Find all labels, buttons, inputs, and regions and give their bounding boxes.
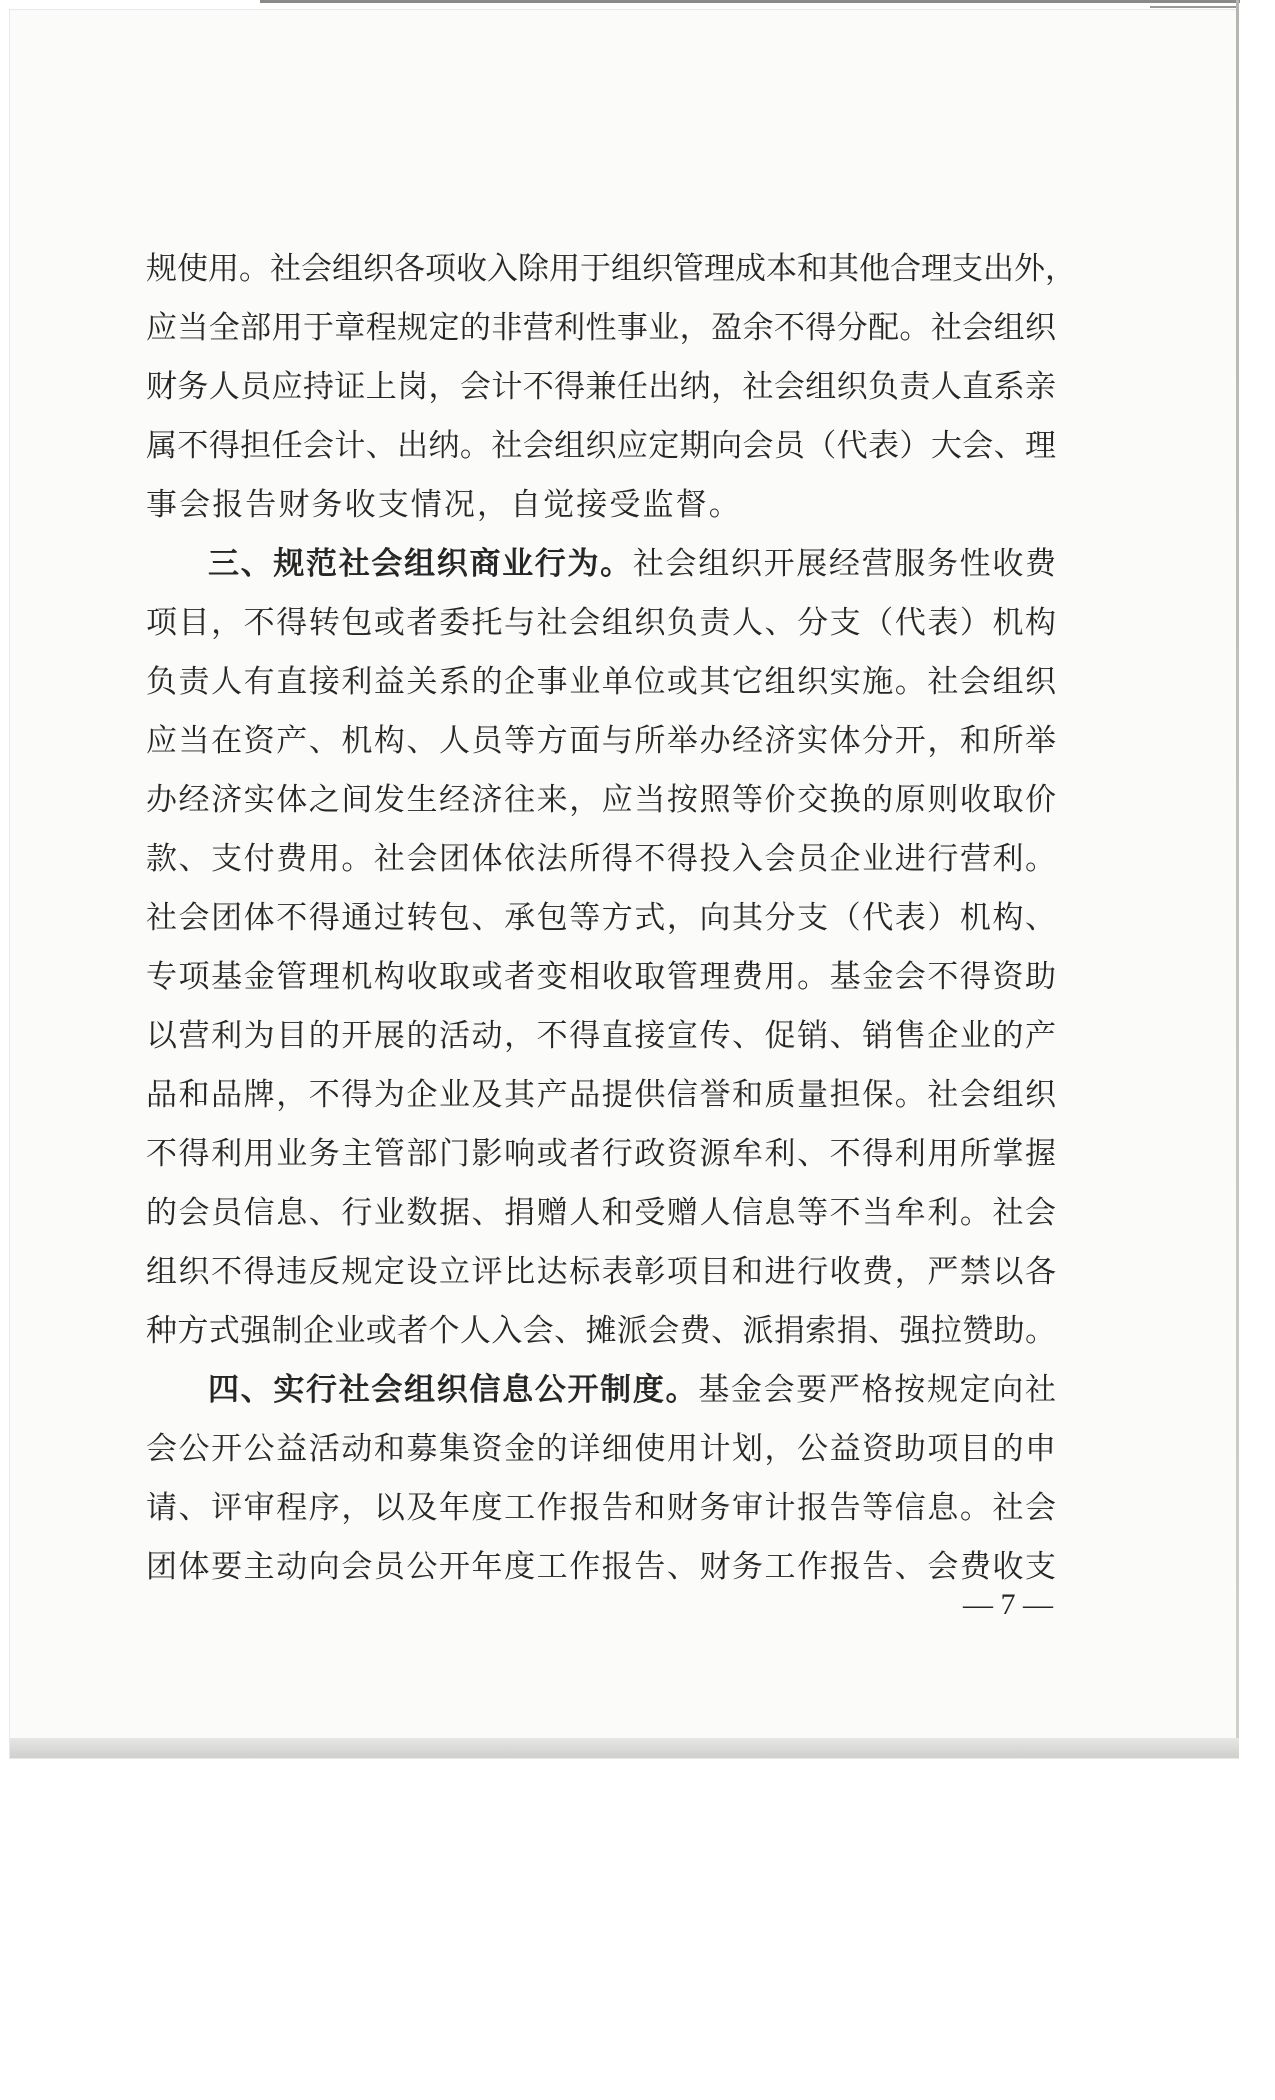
body-line: 项目，不得转包或者委托与社会组织负责人、分支（代表）机构	[146, 605, 1056, 641]
body-line: 会公开公益活动和募集资金的详细使用计划，公益资助项目的申	[146, 1431, 1056, 1467]
body-line: 组织不得违反规定设立评比达标表彰项目和进行收费，严禁以各	[146, 1254, 1056, 1290]
body-line: 财务人员应持证上岗，会计不得兼任出纳，社会组织负责人直系亲	[146, 369, 1056, 405]
body-line: 款、支付费用。社会团体依法所得不得投入会员企业进行营利。	[146, 841, 1056, 877]
scan-edge-bottom	[10, 1738, 1239, 1758]
body-line: 种方式强制企业或者个人入会、摊派会费、派捐索捐、强拉赞助。	[146, 1313, 1056, 1349]
body-line: 专项基金管理机构收取或者变相收取管理费用。基金会不得资助	[146, 959, 1056, 995]
body-text-run: 基金会要严格按规定向社	[698, 1372, 1057, 1408]
body-line: 以营利为目的开展的活动，不得直接宣传、促销、销售企业的产	[146, 1018, 1056, 1054]
body-line: 事会报告财务收支情况，自觉接受监督。	[146, 487, 742, 523]
scan-edge-right	[1236, 0, 1239, 1748]
scan-edge-top	[260, 0, 1240, 3]
body-line: 办经济实体之间发生经济往来，应当按照等价交换的原则收取价	[146, 782, 1056, 818]
page-number: — 7 —	[963, 1588, 1053, 1621]
body-line: 应当在资产、机构、人员等方面与所举办经济实体分开，和所举	[146, 723, 1056, 759]
section-heading-three: 三、规范社会组织商业行为。	[208, 546, 633, 582]
body-line: 请、评审程序，以及年度工作报告和财务审计报告等信息。社会	[146, 1490, 1056, 1526]
document-body	[146, 240, 1076, 1597]
body-line: 品和品牌，不得为企业及其产品提供信誉和质量担保。社会组织	[146, 1077, 1056, 1113]
body-line: 团体要主动向会员公开年度工作报告、财务工作报告、会费收支	[146, 1549, 1056, 1585]
body-line: 不得利用业务主管部门影响或者行政资源牟利、不得利用所掌握	[146, 1136, 1056, 1172]
paragraph-first-line	[146, 535, 1056, 594]
section-heading-four: 四、实行社会组织信息公开制度。	[208, 1372, 699, 1408]
body-line: 属不得担任会计、出纳。社会组织应定期向会员（代表）大会、理	[146, 428, 1056, 464]
scan-edge-top-right	[1150, 6, 1238, 8]
body-line: 负责人有直接利益关系的企事业单位或其它组织实施。社会组织	[146, 664, 1056, 700]
body-line: 的会员信息、行业数据、捐赠人和受赠人信息等不当牟利。社会	[146, 1195, 1056, 1231]
body-line: 社会团体不得通过转包、承包等方式，向其分支（代表）机构、	[146, 900, 1056, 936]
body-text-run: 社会组织开展经营服务性收费	[632, 546, 1057, 582]
body-line: 应当全部用于章程规定的非营利性事业，盈余不得分配。社会组织	[146, 310, 1056, 346]
paragraph-first-line	[146, 1361, 1056, 1420]
body-line: 规使用。社会组织各项收入除用于组织管理成本和其他合理支出外，	[146, 251, 1076, 287]
